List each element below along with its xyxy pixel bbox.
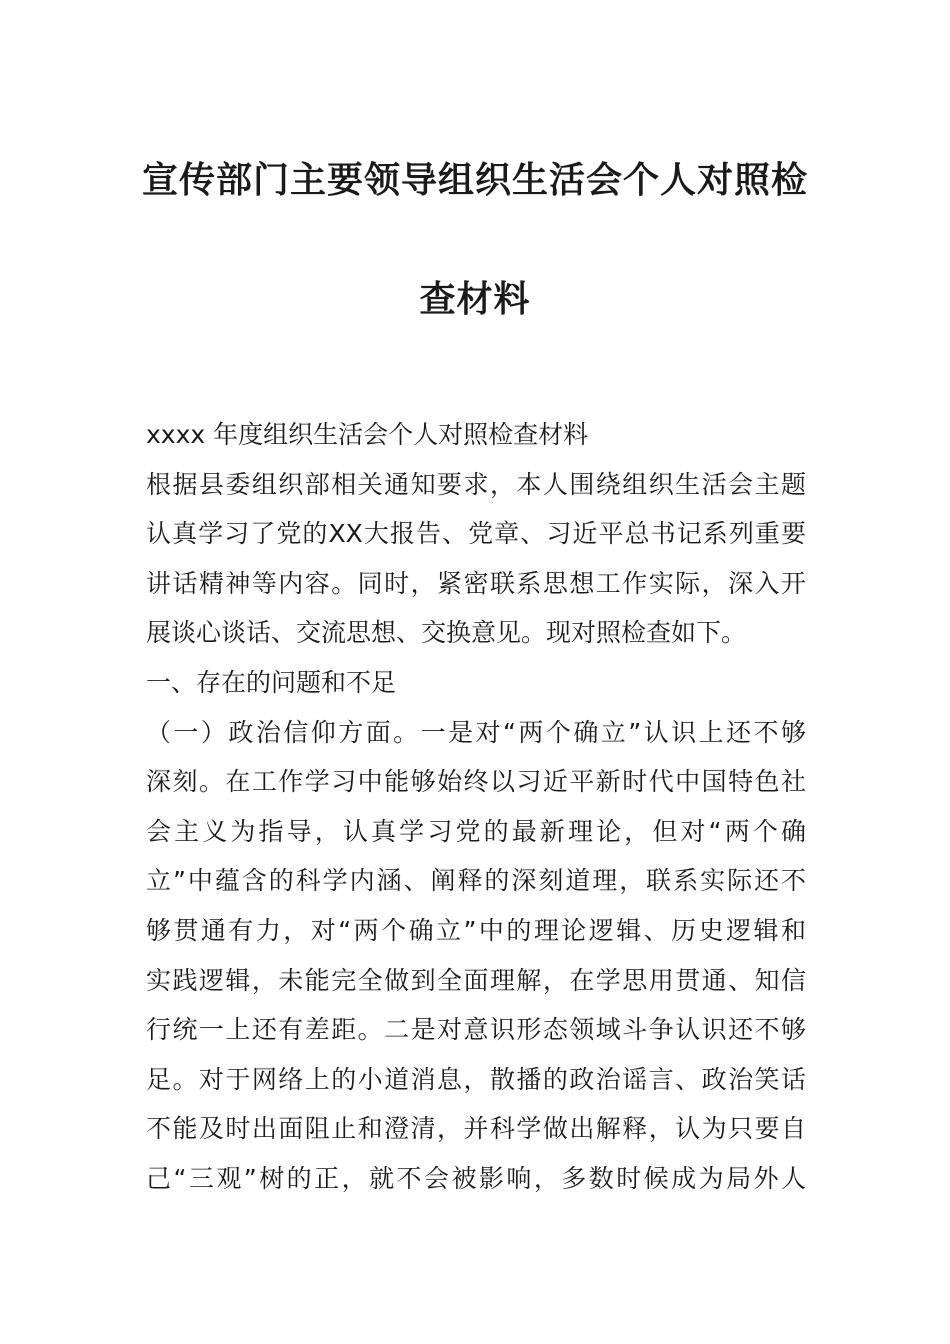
body-text-line: 一、存在的问题和不足 bbox=[146, 667, 397, 697]
body-text-line: 认真学习了党的XX大报告、党章、习近平总书记系列重要 bbox=[146, 519, 806, 549]
body-text-line: 立”中蕴含的科学内涵、阐释的深刻道理，联系实际还不 bbox=[146, 866, 806, 896]
body-text-line: 根据县委组织部相关通知要求，本人围绕组织生活会主题 bbox=[146, 469, 806, 499]
body-text-line: 实践逻辑，未能完全做到全面理解，在学思用贯通、知信 bbox=[146, 965, 806, 995]
body-text-line: （一）政治信仰方面。一是对“两个确立”认识上还不够 bbox=[146, 717, 806, 747]
body-text-line: 足。对于网络上的小道消息，散播的政治谣言、政治笑话 bbox=[146, 1064, 806, 1094]
document-body bbox=[146, 410, 806, 1204]
body-text-line: 深刻。在工作学习中能够始终以习近平新时代中国特色社 bbox=[146, 767, 806, 797]
body-text-line: 会主义为指导，认真学习党的最新理论，但对“两个确 bbox=[146, 816, 806, 846]
body-text-line: 不能及时出面阻止和澄清，并科学做出解释，认为只要自 bbox=[146, 1114, 806, 1144]
body-text-line: 展谈心谈话、交流思想、交换意见。现对照检查如下。 bbox=[146, 618, 747, 648]
body-text-line: 够贯通有力，对“两个确立”中的理论逻辑、历史逻辑和 bbox=[146, 915, 806, 945]
document-title-line-2: 查材料 bbox=[419, 279, 531, 320]
body-text-line: 己“三观”树的正，就不会被影响，多数时候成为局外人 bbox=[146, 1163, 806, 1193]
body-text-line: 讲话精神等内容。同时，紧密联系思想工作实际，深入开 bbox=[146, 568, 806, 598]
document-title-line-1: 宣传部门主要领导组织生活会个人对照检 bbox=[141, 160, 808, 201]
body-text-line: xxxx 年度组织生活会个人对照检查材料 bbox=[146, 420, 589, 449]
body-text-line: 行统一上还有差距。二是对意识形态领域斗争认识还不够 bbox=[146, 1015, 806, 1045]
